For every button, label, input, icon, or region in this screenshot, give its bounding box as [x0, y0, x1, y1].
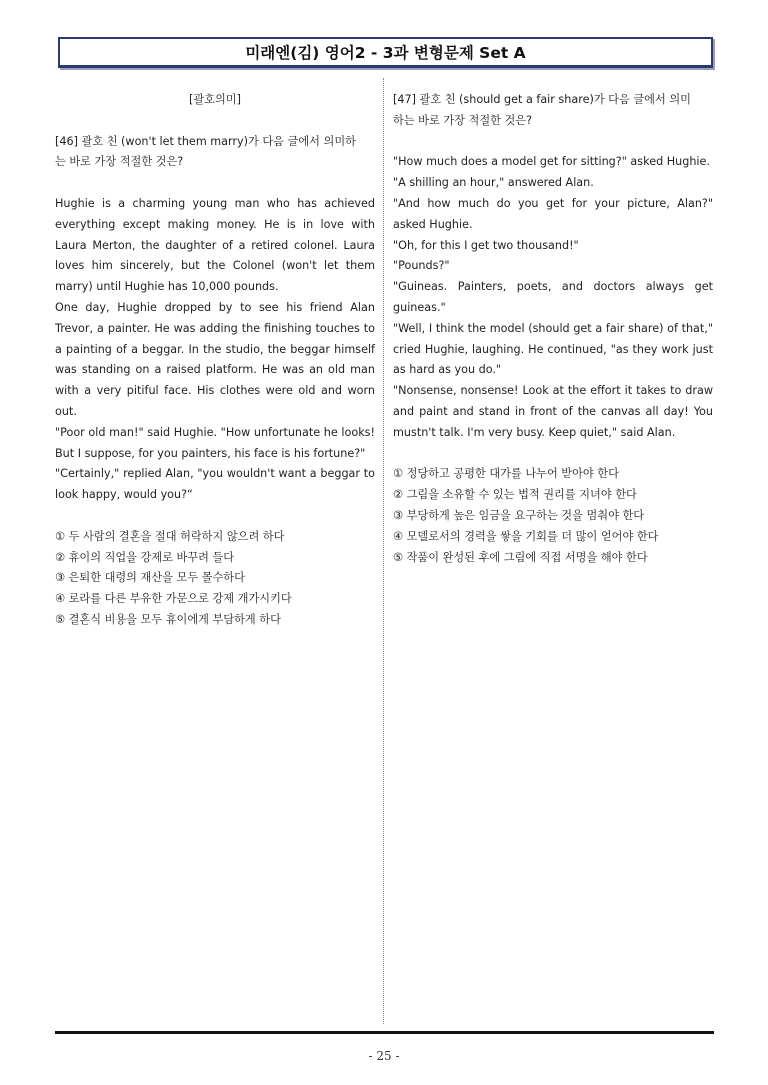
column-divider	[383, 78, 384, 1024]
header-title: 미래엔(김) 영어2 - 3과 변형문제 Set A	[245, 44, 526, 62]
option-46-3: ③ 은퇴한 대령의 재산을 모두 몰수하다	[55, 571, 245, 585]
passage-47-paragraph: "Pounds?"	[393, 259, 450, 273]
option-46-1: ① 두 사람의 결혼을 절대 허락하지 않으려 하다	[55, 529, 285, 543]
right-column	[393, 90, 713, 568]
question-47-line-1: [47] 괄호 친 (should get a fair share)가 다음 글에서 의미	[393, 93, 691, 106]
option-47-5: ⑤ 작품이 완성된 후에 그림에 직접 서명을 해야 한다	[393, 550, 648, 564]
passage-46-paragraph: "Certainly," replied Alan, "you wouldn't want a beggar to look happy, would you?“	[55, 467, 375, 502]
passage-47-paragraph: "And how much do you get for your picture, Alan?" asked Hughie.	[393, 196, 713, 231]
option-46-5: ⑤ 결혼식 비용을 모두 휴이에게 부담하게 하다	[55, 612, 281, 626]
passage-47-paragraph: "Well, I think the model (should get a fair share) of that," cried Hughie, laughing. He continued, "as they work just as hard as you do."	[393, 321, 713, 377]
footer-rule	[55, 1031, 714, 1034]
option-46-4: ④ 로라를 다른 부유한 가문으로 강제 개가시키다	[55, 592, 292, 606]
page-header	[58, 37, 713, 68]
question-47-line-2: 하는 바로 가장 적절한 것은?	[393, 113, 533, 127]
passage-47-paragraph: "A shilling an hour," answered Alan.	[393, 176, 594, 190]
page-number: - 25 -	[368, 1049, 400, 1063]
passage-47-paragraph: "Guineas. Painters, poets, and doctors always get guineas."	[393, 280, 713, 314]
passage-46-paragraph: One day, Hughie dropped by to see his friend Alan Trevor, a painter. He was adding the finishing touches to a painting of a beggar. In the studio, the beggar himself was standing on a raised platform. He was an old man with a very pitiful face. His clothes were old and worn out.	[55, 300, 375, 418]
left-column	[55, 90, 375, 631]
passage-47-paragraph: "Nonsense, nonsense! Look at the effort it takes to draw and paint and stand in front of the canvas all day! You mustn't talk. I'm very busy. Keep quiet," said Alan.	[393, 384, 713, 439]
passage-46-paragraph: Hughie is a charming young man who has achieved everything except making money. He is in love with Laura Merton, the daughter of a retired colonel. Laura loves him sincerely, but the Colonel (won't let them marry) until Hughie has 10,000 pounds.	[55, 196, 375, 294]
option-47-2: ② 그림을 소유할 수 있는 법적 권리를 지녀야 한다	[393, 488, 637, 502]
option-47-3: ③ 부당하게 높은 임금을 요구하는 것을 멈춰야 한다	[393, 508, 645, 522]
section-label: [괄호의미]	[189, 93, 241, 106]
option-47-4: ④ 모델로서의 경력을 쌓을 기회를 더 많이 얻어야 한다	[393, 529, 659, 543]
question-46-line-1: [46] 괄호 친 (won't let them marry)가 다음 글에서 의미하	[55, 134, 356, 148]
passage-47-paragraph: "How much does a model get for sitting?" asked Hughie.	[393, 155, 710, 169]
passage-47-paragraph: "Oh, for this I get two thousand!"	[393, 238, 579, 252]
option-47-1: ① 정당하고 공평한 대가를 나누어 받아야 한다	[393, 467, 619, 481]
question-46-line-2: 는 바로 가장 적절한 것은?	[55, 155, 184, 169]
option-46-2: ② 휴이의 직업을 강제로 바꾸려 들다	[55, 550, 235, 564]
passage-46-paragraph: "Poor old man!" said Hughie. "How unfortunate he looks! But I suppose, for you painters, his face is his fortune?"	[55, 425, 375, 460]
